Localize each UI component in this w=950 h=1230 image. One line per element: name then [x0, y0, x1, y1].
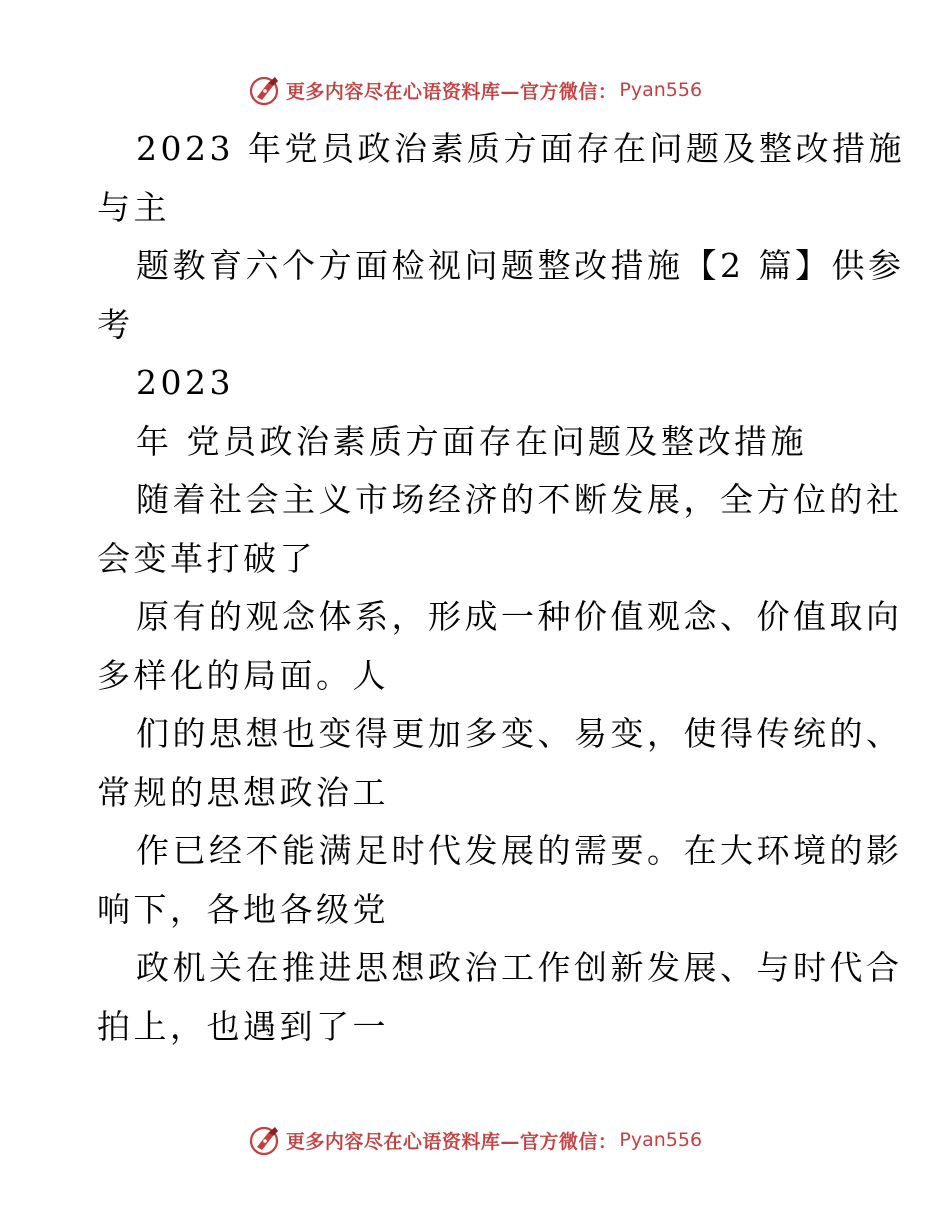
text-line: 2023 年党员政治素质方面存在问题及整改措施	[136, 129, 905, 168]
text-line: 题教育六个方面检视问题整改措施【2 篇】供参	[136, 246, 905, 285]
text-line: 与主	[97, 187, 170, 227]
pen-nib-seal-icon	[248, 73, 282, 107]
footer-watermark-id: Pyan556	[619, 1129, 703, 1151]
text-line: 作已经不能满足时代发展的需要。在大环境的影	[136, 831, 903, 870]
text-line: 们的思想也变得更加多变、易变，使得传统的、	[136, 714, 903, 753]
text-line: 常规的思想政治工	[97, 772, 389, 812]
text-line: 拍上，也遇到了一	[97, 1006, 389, 1046]
document-body	[97, 120, 905, 1056]
text-line: 考	[97, 304, 134, 344]
header-watermark	[0, 70, 950, 110]
header-watermark-text: 更多内容尽在心语资料库—官方微信：	[285, 80, 618, 103]
text-line: 响下，各地各级党	[97, 889, 389, 929]
text-line: 政机关在推进思想政治工作创新发展、与时代合	[136, 948, 903, 987]
text-line: 原有的观念体系，形成一种价值观念、价值取向	[136, 597, 903, 636]
text-line: 年 党员政治素质方面存在问题及整改措施	[136, 421, 807, 461]
pen-nib-seal-icon	[248, 1123, 282, 1157]
footer-watermark-text: 更多内容尽在心语资料库—官方微信：	[285, 1130, 618, 1153]
text-line: 多样化的局面。人	[97, 655, 389, 695]
text-line: 随着社会主义市场经济的不断发展，全方位的社	[136, 480, 903, 519]
footer-watermark	[0, 1120, 950, 1160]
text-line: 会变革打破了	[97, 538, 316, 578]
header-watermark-id: Pyan556	[619, 79, 703, 101]
text-line: 2023	[136, 363, 234, 402]
